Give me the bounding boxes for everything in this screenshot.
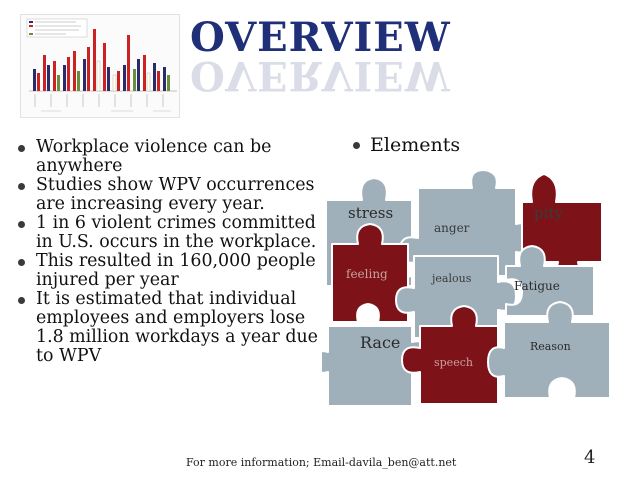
elements-heading: Elements	[350, 134, 460, 156]
chart-thumbnail	[20, 14, 180, 118]
puzzle-word-race: Race	[360, 333, 401, 352]
bullet-item: It is estimated that individual employees and employers lose 1.8 million workdays a year due to WPV	[16, 290, 331, 366]
puzzle-word-anger: anger	[434, 221, 470, 235]
bullet-item: 1 in 6 violent crimes committed in U.S. occurs in the workplace.	[16, 214, 331, 252]
puzzle-word-stress: stress	[348, 204, 394, 222]
puzzle-word-fatigue: Fatigue	[514, 279, 560, 293]
bullet-item: This resulted in 160,000 people injured per year	[16, 252, 331, 290]
puzzle-word-speech: speech	[434, 356, 473, 369]
puzzle-word-pity: pity	[534, 204, 563, 222]
puzzle-word-feeling: feeling	[346, 267, 388, 281]
bullet-list	[16, 138, 331, 366]
slide-title: OVERVIEW	[190, 14, 451, 61]
footer-contact: For more information; Email-davila_ben@att.net	[186, 456, 457, 469]
bullet-item: Studies show WPV occurrences are increasing every year.	[16, 176, 331, 214]
puzzle-word-reason: Reason	[530, 340, 571, 353]
bullet-item: Workplace violence can be anywhere	[16, 138, 331, 176]
puzzle-word-jealous: jealous	[432, 272, 472, 285]
page-number: 4	[584, 447, 596, 468]
chart-thumbnail-graphic	[21, 15, 179, 117]
puzzle-graphic	[322, 166, 622, 410]
slide-title-reflection: OVERVIEW	[190, 52, 451, 99]
